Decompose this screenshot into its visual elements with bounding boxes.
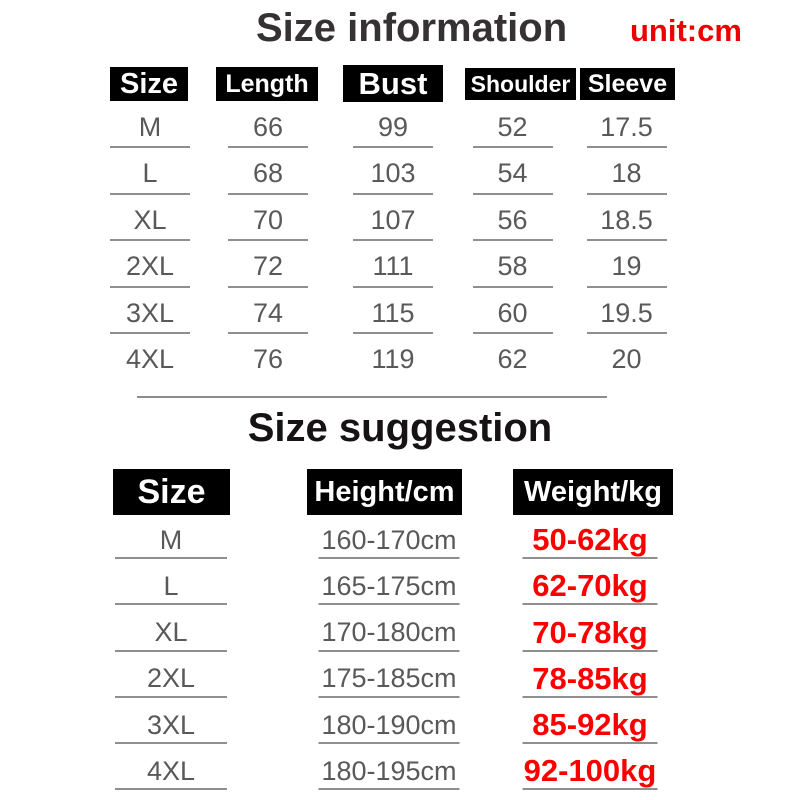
height-range-cell: 180-190cm <box>319 702 459 748</box>
size-label-cell: M <box>111 517 231 563</box>
size-label-cell: M <box>90 104 210 150</box>
bust-value-cell: 111 <box>333 244 453 290</box>
suggestion-table-header-weight: Weight/kg <box>513 469 673 515</box>
weight-range-cell: 92-100kg <box>515 748 665 794</box>
shoulder-value-cell: 58 <box>452 244 573 290</box>
sleeve-value-cell: 17.5 <box>566 104 687 150</box>
sleeve-value-cell: 18 <box>566 151 687 197</box>
length-value-cell: 70 <box>208 197 328 243</box>
size-label-cell: XL <box>90 197 210 243</box>
height-range-cell: 180-195cm <box>319 748 459 794</box>
shoulder-value-cell: 62 <box>497 344 528 374</box>
height-range-cell: 160-170cm <box>319 517 459 563</box>
length-value-cell: 74 <box>208 290 328 336</box>
bust-value-cell: 115 <box>333 290 453 336</box>
page-title: Size information <box>256 6 568 50</box>
sleeve-value-cell: 20 <box>611 344 642 374</box>
size-label-cell: 4XL <box>125 344 175 374</box>
size-table-row <box>0 244 800 290</box>
suggestion-table-row <box>0 517 800 563</box>
height-range-cell: 175-185cm <box>319 656 459 702</box>
suggestion-table-row <box>0 563 800 609</box>
size-label-cell: 3XL <box>111 702 231 748</box>
height-range-cell: 170-180cm <box>319 610 459 656</box>
size-table-row <box>0 197 800 243</box>
weight-range-cell: 62-70kg <box>515 563 665 609</box>
suggestion-table-header-size: Size <box>113 469 230 515</box>
size-table-header-size: Size <box>110 67 188 101</box>
size-label-cell: L <box>111 563 231 609</box>
suggestion-table-header-height: Height/cm <box>307 469 462 515</box>
size-label-cell: 4XL <box>111 748 231 794</box>
size-table-header-bust: Bust <box>343 65 443 102</box>
length-value-cell: 66 <box>208 104 328 150</box>
shoulder-value-cell: 56 <box>452 197 573 243</box>
weight-range-cell: 85-92kg <box>515 702 665 748</box>
bust-value-cell: 103 <box>333 151 453 197</box>
height-range-cell: 165-175cm <box>319 563 459 609</box>
size-label-cell: 2XL <box>90 244 210 290</box>
size-table-header-shoulder: Shoulder <box>465 68 576 100</box>
suggestion-table-row <box>0 702 800 748</box>
size-table-row <box>0 151 800 197</box>
shoulder-value-cell: 54 <box>452 151 573 197</box>
weight-range-cell: 78-85kg <box>515 656 665 702</box>
bust-value-cell: 119 <box>371 344 415 374</box>
size-label-cell: L <box>90 151 210 197</box>
suggestion-table-row <box>0 748 800 794</box>
sleeve-value-cell: 19 <box>566 244 687 290</box>
size-table-row <box>0 337 800 383</box>
weight-range-cell: 50-62kg <box>515 517 665 563</box>
shoulder-value-cell: 60 <box>452 290 573 336</box>
suggestion-table-row <box>0 656 800 702</box>
sleeve-value-cell: 19.5 <box>566 290 687 336</box>
bust-value-cell: 99 <box>333 104 453 150</box>
length-value-cell: 76 <box>252 344 284 374</box>
size-table-row <box>0 290 800 336</box>
length-value-cell: 68 <box>208 151 328 197</box>
size-label-cell: XL <box>111 610 231 656</box>
size-table-header-sleeve: Sleeve <box>580 68 675 100</box>
weight-range-cell: 70-78kg <box>515 610 665 656</box>
unit-label: unit:cm <box>630 13 742 48</box>
length-value-cell: 72 <box>208 244 328 290</box>
table-divider-line <box>137 396 607 398</box>
suggestion-table-row <box>0 610 800 656</box>
suggestion-title: Size suggestion <box>247 406 553 450</box>
size-label-cell: 2XL <box>111 656 231 702</box>
size-table-row <box>0 104 800 150</box>
size-table-header-length: Length <box>216 67 318 101</box>
sleeve-value-cell: 18.5 <box>566 197 687 243</box>
size-label-cell: 3XL <box>90 290 210 336</box>
shoulder-value-cell: 52 <box>452 104 573 150</box>
bust-value-cell: 107 <box>333 197 453 243</box>
